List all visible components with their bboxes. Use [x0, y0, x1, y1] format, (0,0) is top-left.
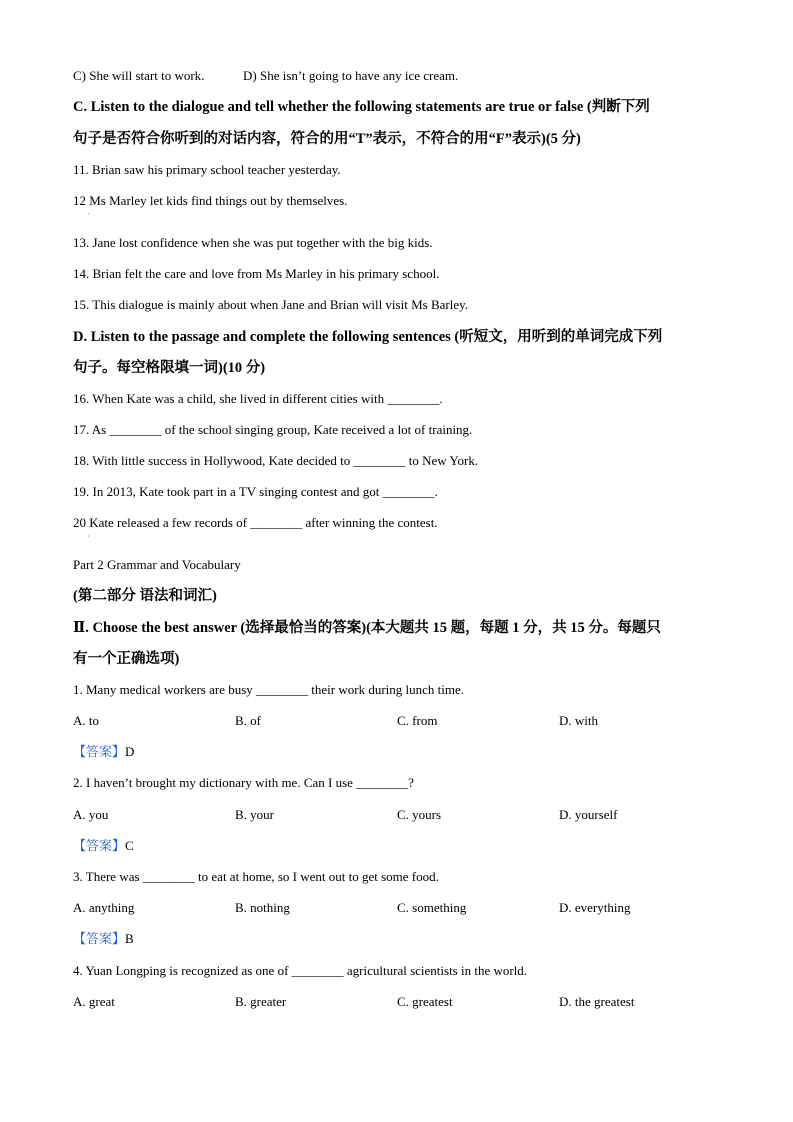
prev-option-c: C) She will start to work. — [73, 68, 205, 83]
q1-option-c: C. from — [397, 713, 438, 728]
part2-title: Part 2 Grammar and Vocabulary — [73, 557, 241, 572]
part2-heading-line1: Ⅱ. Choose the best answer (选择最恰当的答案)(本大题共 15 题，每题 1 分，共 15 分。每题只 — [73, 620, 661, 636]
question-2-stem: 2. I haven’t brought my dictionary with me. Can I use ________? — [73, 775, 414, 790]
q2-option-b: B. your — [235, 807, 274, 822]
q1-option-b: B. of — [235, 713, 261, 728]
sentence-17: 17. As ________ of the school singing group, Kate received a lot of training. — [73, 422, 473, 437]
statement-14: 14. Brian felt the care and love from Ms Marley in his primary school. — [73, 266, 440, 281]
q3-option-d: D. everything — [559, 900, 631, 915]
q3-answer — [73, 931, 134, 947]
answer-value: B — [125, 931, 134, 946]
q4-option-a: A. great — [73, 994, 115, 1009]
section-c-heading-line2: 句子是否符合你听到的对话内容，符合的用“T”表示，不符合的用“F”表示)(5 分) — [73, 131, 581, 147]
sentence-16: 16. When Kate was a child, she lived in different cities with ________. — [73, 391, 443, 406]
q3-option-c: C. something — [397, 900, 467, 915]
q4-option-d: D. the greatest — [559, 994, 635, 1009]
q3-option-a: A. anything — [73, 900, 135, 915]
q2-option-c: C. yours — [397, 807, 442, 822]
sentence-18: 18. With little success in Hollywood, Kate decided to ________ to New York. — [73, 453, 479, 468]
question-4-stem: 4. Yuan Longping is recognized as one of ________ agricultural scientists in the world. — [73, 963, 528, 978]
section-d-heading-line1: D. Listen to the passage and complete the following sentences (听短文，用听到的单词完成下列 — [73, 329, 663, 345]
q1-option-a: A. to — [73, 713, 99, 728]
q3-option-b: B. nothing — [235, 900, 290, 915]
q2-answer — [73, 838, 134, 854]
statement-12: 12 Ms Marley let kids find things out by themselves. — [73, 193, 348, 208]
section-c-heading-line1: C. Listen to the dialogue and tell whether the following statements are true or false (判断下列 — [73, 99, 650, 115]
answer-value: C — [125, 838, 134, 853]
answer-tag: 【答案】 — [73, 931, 126, 946]
sentence-19: 19. In 2013, Kate took part in a TV singing contest and got ________. — [73, 484, 438, 499]
prev-option-d: D) She isn’t going to have any ice cream. — [243, 68, 459, 83]
statement-15: 15. This dialogue is mainly about when Jane and Brian will visit Ms Barley. — [73, 297, 469, 312]
q4-option-c: C. greatest — [397, 994, 453, 1009]
part2-subtitle: (第二部分 语法和词汇) — [73, 588, 217, 604]
statement-11: 11. Brian saw his primary school teacher yesterday. — [73, 162, 341, 177]
statement-13: 13. Jane lost confidence when she was put together with the big kids. — [73, 235, 433, 250]
answer-value: D — [125, 744, 135, 759]
q2-option-d: D. yourself — [559, 807, 618, 822]
q4-option-b: B. greater — [235, 994, 287, 1009]
q1-option-d: D. with — [559, 713, 598, 728]
answer-tag: 【答案】 — [73, 744, 126, 759]
q1-answer — [73, 744, 134, 760]
q2-option-a: A. you — [73, 807, 109, 822]
question-1-stem: 1. Many medical workers are busy ________ their work during lunch time. — [73, 682, 464, 697]
answer-tag: 【答案】 — [73, 838, 126, 853]
part2-heading-line2: 有一个正确选项) — [73, 651, 180, 667]
sentence-20: 20 Kate released a few records of ________ after winning the contest. — [73, 515, 438, 530]
question-3-stem: 3. There was ________ to eat at home, so I went out to get some food. — [73, 869, 439, 884]
stray-dot: · — [87, 532, 90, 541]
stray-dot: · — [87, 210, 90, 219]
section-d-heading-line2: 句子。每空格限填一词)(10 分) — [73, 360, 266, 376]
